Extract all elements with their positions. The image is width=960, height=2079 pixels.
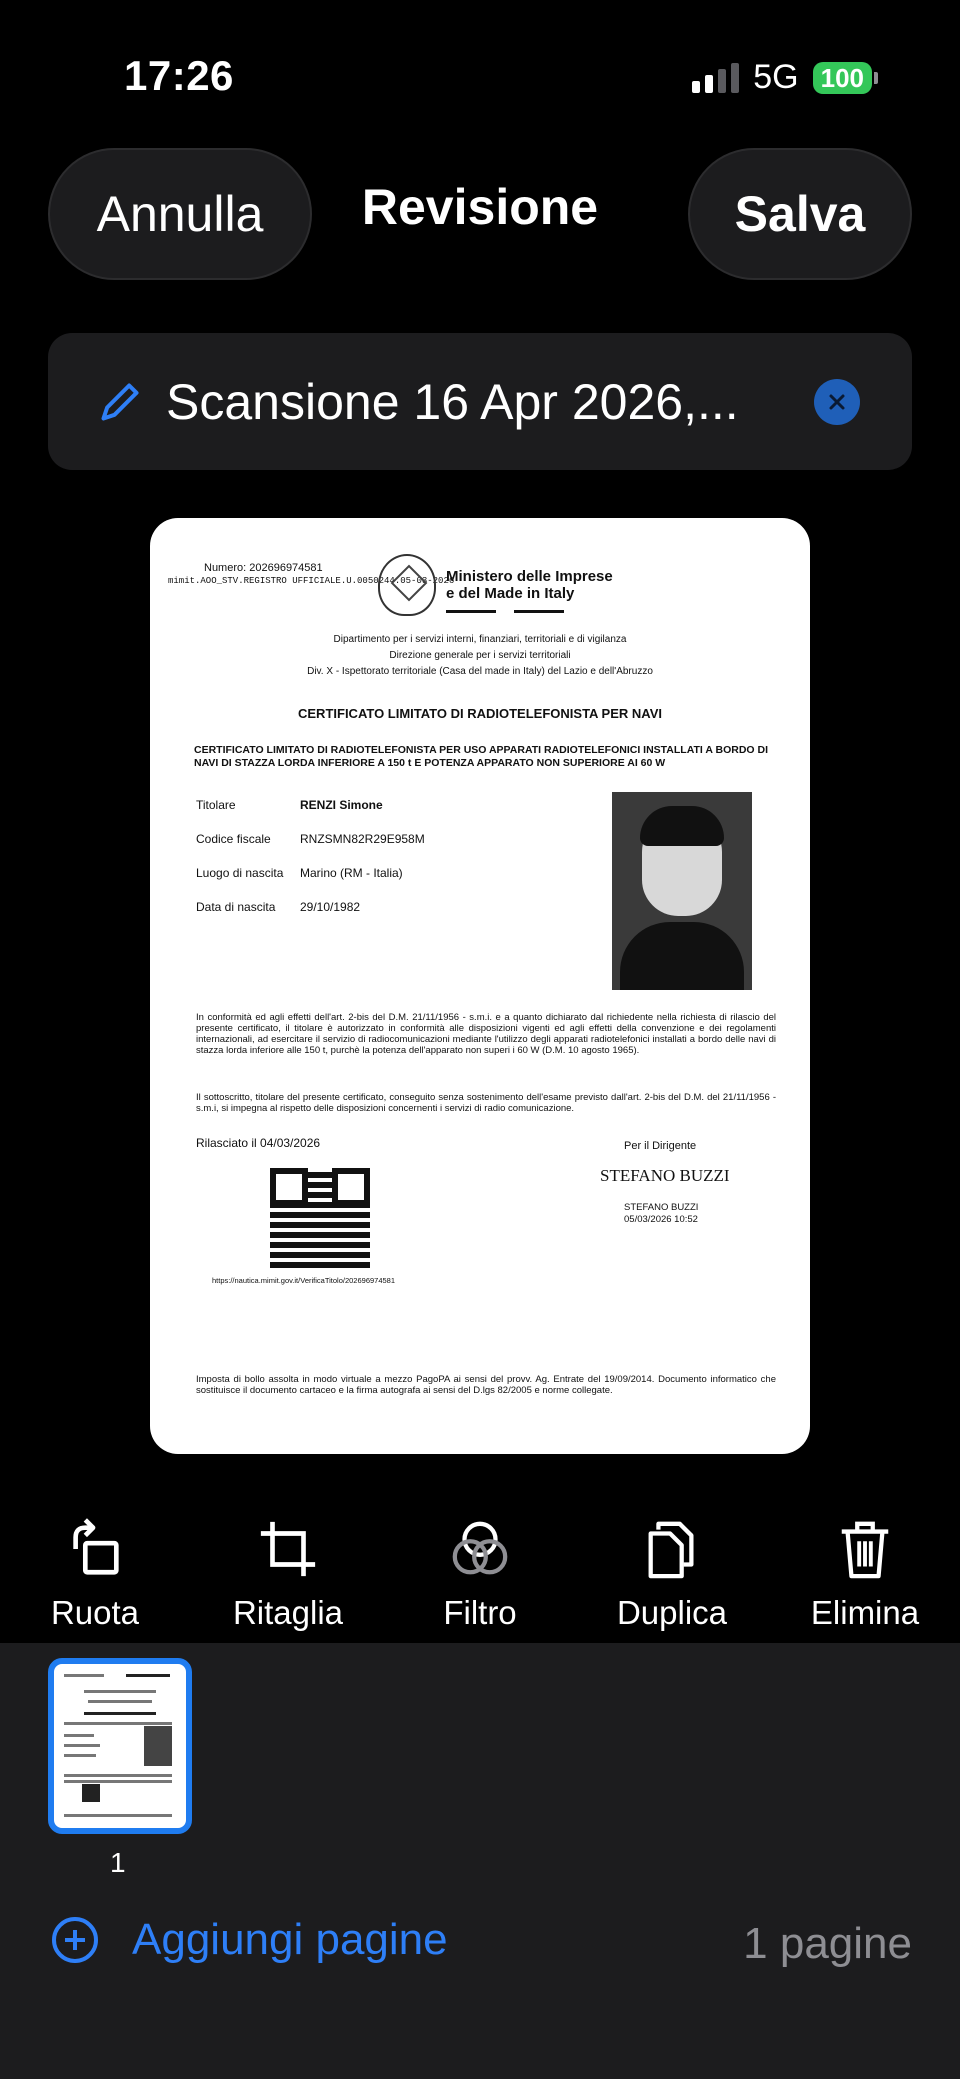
crop-label: Ritaglia bbox=[232, 1594, 344, 1631]
doc-cert-title: CERTIFICATO LIMITATO DI RADIOTELEFONISTA PER NAVI bbox=[298, 706, 662, 721]
edit-toolbar bbox=[0, 1518, 960, 1648]
duplicate-button[interactable] bbox=[587, 1518, 757, 1632]
save-button[interactable]: Salva bbox=[688, 148, 912, 280]
doc-number: Numero: 202696974581 bbox=[204, 562, 323, 574]
add-circle-icon bbox=[52, 1917, 98, 1963]
doc-signature: STEFANO BUZZI bbox=[600, 1166, 730, 1185]
trash-icon bbox=[834, 1518, 896, 1580]
status-time: 17:26 bbox=[124, 52, 234, 99]
doc-paragraph: In conformità ed agli effetti dell'art. 2-bis del D.M. 21/11/1956 - s.m.i. e a quanto dichiarato dal richiedente nella richiesta di rilascio del presente certificato, il titolare è autorizzato in conformità alle disposizioni vigenti ed agli effetti della convenzione e dei regolamenti internazionali, ad esercitare il servizio di radiocomunicazioni mediante l'utilizzo degli apparati radiotelefonici installati a bordo delle navi di stazza lorda inferiore alle 150 t, purchè la potenza dell'apparato non superi i 60 W (D.M. 10 agosto 1965). bbox=[196, 1012, 776, 1056]
crop-icon bbox=[257, 1518, 319, 1580]
pencil-icon bbox=[98, 380, 142, 424]
page-number: 1 bbox=[110, 1847, 126, 1878]
rotate-label: Ruota bbox=[50, 1594, 140, 1631]
doc-sign-date: 05/03/2026 10:52 bbox=[624, 1214, 698, 1225]
status-indicators bbox=[692, 58, 878, 97]
doc-dept-line: Direzione generale per i servizi territoriali bbox=[389, 650, 571, 661]
doc-footer: Imposta di bollo assolta in modo virtuale a mezzo PagoPA ai sensi del provv. Ag. Entrate del 19/09/2014. Documento informatico che sostituisce il documento cartaceo e la firma autografa ai sensi del D.lgs 82/2005 e norme collegate. bbox=[196, 1374, 776, 1396]
doc-issued: Rilasciato il 04/03/2026 bbox=[196, 1136, 321, 1150]
doc-field-value: Marino (RM - Italia) bbox=[300, 866, 403, 880]
add-pages-label: Aggiungi pagine bbox=[132, 1915, 448, 1964]
clear-icon[interactable] bbox=[814, 379, 860, 425]
doc-paragraph: Il sottoscritto, titolare del presente certificato, conseguito senza sostenimento dell'esame previsto dall'art. 2-bis del D.M. del 21/11/1956 - s.m.i, si impegna al rispetto delle disposizioni concernenti i servizi di radio comunicazione. bbox=[196, 1092, 776, 1114]
document-name-field[interactable] bbox=[48, 333, 912, 470]
signal-icon bbox=[692, 63, 739, 93]
pages-panel bbox=[0, 1643, 960, 2079]
emblem-icon bbox=[378, 554, 436, 616]
delete-button[interactable] bbox=[780, 1518, 950, 1632]
doc-field-label: Codice fiscale bbox=[196, 832, 271, 846]
duplicate-icon bbox=[641, 1518, 703, 1580]
page-thumbnail[interactable] bbox=[48, 1658, 192, 1834]
doc-field-label: Titolare bbox=[196, 798, 236, 812]
doc-per-dirigente: Per il Dirigente bbox=[624, 1140, 697, 1152]
doc-signer: STEFANO BUZZI bbox=[624, 1202, 699, 1213]
add-pages-button[interactable] bbox=[52, 1915, 448, 1965]
filter-label: Filtro bbox=[443, 1594, 517, 1631]
delete-label: Elimina bbox=[810, 1594, 920, 1631]
battery-level: 100 bbox=[813, 62, 872, 94]
filter-icon bbox=[449, 1518, 511, 1580]
doc-field-label: Luogo di nascita bbox=[196, 866, 284, 880]
doc-cert-subtitle: CERTIFICATO LIMITATO DI RADIOTELEFONISTA PER USO APPARATI RADIOTELEFONICI INSTALLATI A BORDO DI NAVI DI STAZZA LORDA INFERIORE A 150 t E POTENZA APPARATO NON SUPERIORE AI 60 W bbox=[194, 744, 768, 769]
doc-field-value: RENZI Simone bbox=[300, 798, 383, 812]
scanned-document[interactable] bbox=[150, 518, 810, 1454]
doc-ministry: Ministero delle Imprese e del Made in Italy bbox=[446, 568, 613, 602]
filter-button[interactable] bbox=[395, 1518, 565, 1632]
cancel-button[interactable]: Annulla bbox=[48, 148, 312, 280]
page-count: 1 pagine bbox=[743, 1919, 912, 1968]
doc-dept-line: Dipartimento per i servizi interni, finanziari, territoriali e di vigilanza bbox=[333, 634, 627, 645]
doc-field-value: 29/10/1982 bbox=[300, 900, 361, 914]
document-name: Scansione 16 Apr 2026,... bbox=[166, 373, 739, 430]
network-label: 5G bbox=[753, 58, 799, 96]
doc-qr-link: https://nautica.mimit.gov.it/VerificaTitolo/202696974581 bbox=[212, 1276, 396, 1285]
doc-protocol: mimit.AOO_STV.REGISTRO UFFICIALE.U.0050244.05-03-2026 bbox=[168, 576, 455, 586]
battery-icon bbox=[813, 62, 878, 94]
rotate-icon bbox=[64, 1518, 126, 1580]
rotate-button[interactable] bbox=[10, 1518, 180, 1632]
doc-dept-line: Div. X - Ispettorato territoriale (Casa del made in Italy) del Lazio e dell'Abruzzo bbox=[307, 666, 653, 677]
qr-code bbox=[270, 1168, 370, 1268]
doc-field-label: Data di nascita bbox=[196, 900, 276, 914]
doc-field-value: RNZSMN82R29E958M bbox=[300, 832, 425, 846]
page-title: Revisione bbox=[361, 179, 599, 235]
crop-button[interactable] bbox=[203, 1518, 373, 1632]
duplicate-label: Duplica bbox=[616, 1594, 728, 1631]
holder-photo bbox=[612, 792, 752, 990]
